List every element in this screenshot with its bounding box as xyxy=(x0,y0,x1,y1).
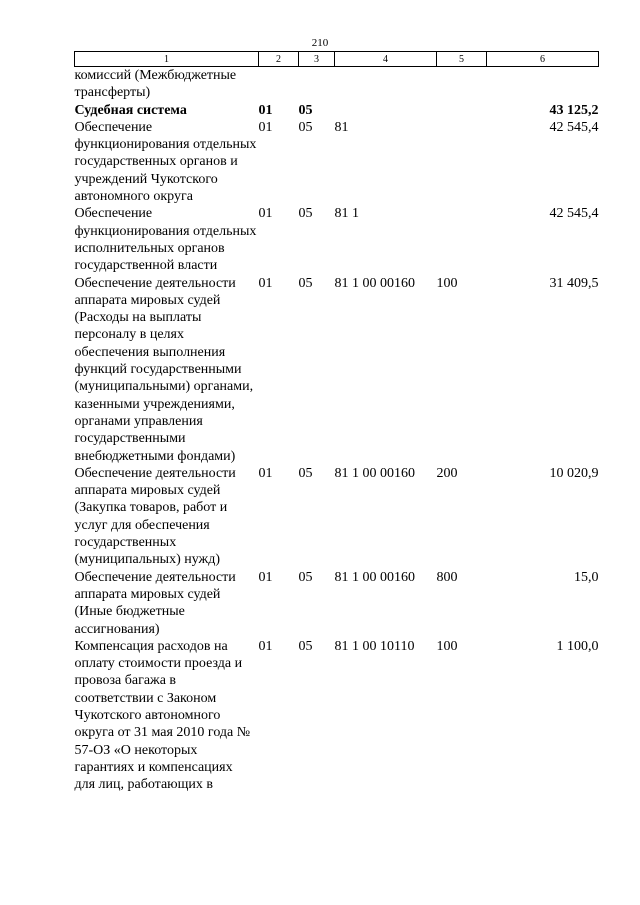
row-amount xyxy=(487,67,599,102)
row-subsection: 05 xyxy=(298,569,313,585)
row-target-article: 81 1 00 00160 xyxy=(334,465,415,481)
column-header-2: 2 xyxy=(259,52,299,67)
row-amount: 42 545,4 xyxy=(549,206,599,222)
page-number: 210 xyxy=(311,37,329,49)
row-section: 01 xyxy=(258,569,273,585)
row-section: 01 xyxy=(258,638,273,654)
row-amount: 42 545,4 xyxy=(549,119,599,135)
column-header-1: 1 xyxy=(75,52,259,67)
row-subsection xyxy=(299,67,335,102)
table-row xyxy=(75,119,599,205)
row-target-article: 81 xyxy=(334,119,349,135)
table-row xyxy=(75,102,599,119)
row-name: Компенсация расходов на оплату стоимости проезда и провоза багажа в соответствии с Законом Чукотского автономного округа от 31 мая 2010 года № 57-ОЗ «О некоторых гарантиях и компенсациях для лиц, работающих в xyxy=(74,638,251,793)
table-row xyxy=(75,205,599,274)
row-name: Обеспечение деятельности аппарата мировых судей (Иные бюджетные ассигнования) xyxy=(74,569,236,637)
table-row xyxy=(75,638,599,794)
row-expense-type: 100 xyxy=(436,638,458,654)
row-name: Обеспечение деятельности аппарата мировых судей (Расходы на выплаты персоналу в целях обеспечения выполнения функций государственными (муниципальными) органами, казенными учреждениями, органами управления государственными внебюджетными фондами) xyxy=(74,275,254,464)
row-expense-type: 800 xyxy=(436,569,458,585)
row-name: Судебная система xyxy=(74,102,187,118)
table-row xyxy=(75,67,599,102)
row-subsection: 05 xyxy=(298,102,313,118)
row-subsection: 05 xyxy=(298,638,313,654)
row-section xyxy=(259,67,299,102)
row-name: Обеспечение функционирования отдельных государственных органов и учреждений Чукотского автономного округа xyxy=(74,119,257,205)
row-name: комиссий (Межбюджетные трансферты) xyxy=(74,68,237,101)
row-name: Обеспечение деятельности аппарата мировых судей (Закупка товаров, работ и услуг для обеспечения государственных (муниципальных) нужд) xyxy=(74,465,236,568)
row-expense-type: 200 xyxy=(436,465,458,481)
table-row xyxy=(75,465,599,569)
row-target-article: 81 1 00 00160 xyxy=(334,275,415,291)
column-header-4: 4 xyxy=(335,52,437,67)
row-amount: 10 020,9 xyxy=(549,465,599,481)
row-subsection: 05 xyxy=(298,465,313,481)
column-header-5: 5 xyxy=(437,52,487,67)
row-name: Обеспечение функционирования отдельных исполнительных органов государственной власти xyxy=(74,206,257,274)
row-expense-type xyxy=(437,67,487,102)
budget-table xyxy=(74,51,599,793)
row-amount: 15,0 xyxy=(574,569,599,585)
row-target-article: 81 1 00 10110 xyxy=(334,638,415,654)
row-target-article xyxy=(335,67,437,102)
row-section: 01 xyxy=(258,465,273,481)
row-section: 01 xyxy=(258,275,273,291)
table-body xyxy=(75,67,599,794)
row-section: 01 xyxy=(258,206,273,222)
row-subsection: 05 xyxy=(298,275,313,291)
table-header xyxy=(75,52,599,67)
column-header-6: 6 xyxy=(487,52,599,67)
row-amount: 43 125,2 xyxy=(549,102,599,118)
row-target-article: 81 1 xyxy=(334,206,359,222)
row-expense-type xyxy=(437,102,487,119)
row-section: 01 xyxy=(258,102,273,118)
row-subsection: 05 xyxy=(298,206,313,222)
row-expense-type: 100 xyxy=(436,275,458,291)
column-header-3: 3 xyxy=(299,52,335,67)
table-row xyxy=(75,275,599,465)
row-subsection: 05 xyxy=(298,119,313,135)
row-amount: 31 409,5 xyxy=(549,275,599,291)
row-amount: 1 100,0 xyxy=(556,638,599,654)
row-target-article xyxy=(335,102,437,119)
row-target-article: 81 1 00 00160 xyxy=(334,569,415,585)
table-row xyxy=(75,569,599,638)
row-expense-type xyxy=(437,119,487,205)
row-section: 01 xyxy=(258,119,273,135)
row-expense-type xyxy=(437,205,487,274)
header-row xyxy=(75,52,599,67)
